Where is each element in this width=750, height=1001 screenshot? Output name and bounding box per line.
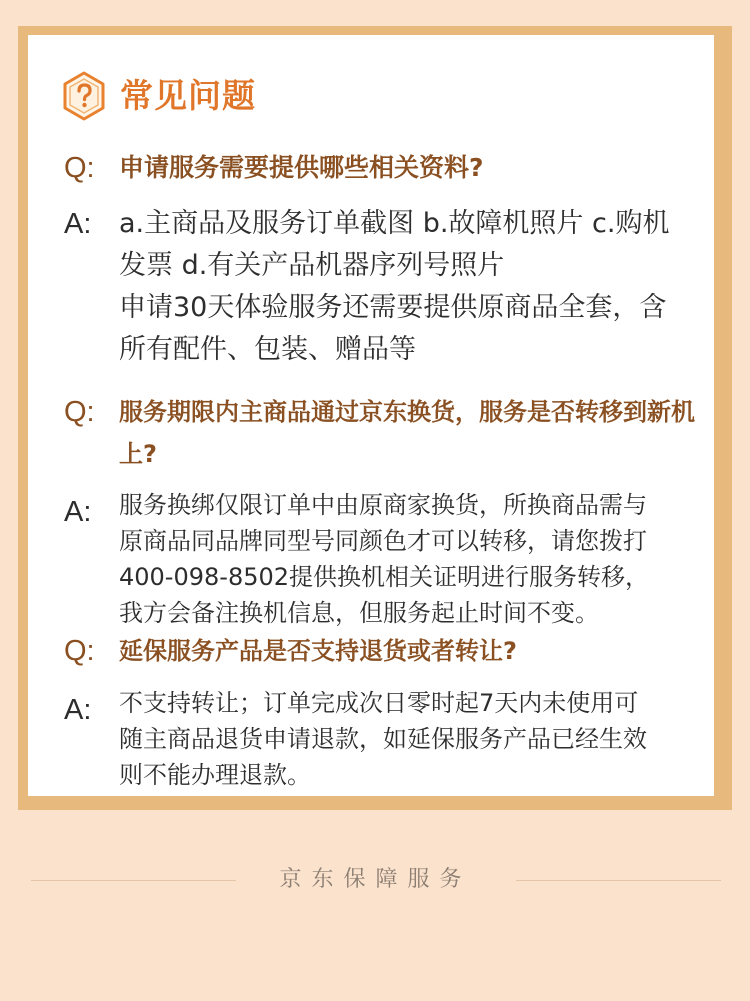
answer-line: 400-098-8502提供换机相关证明进行服务转移， — [119, 563, 650, 591]
answer-line: 随主商品退货申请退款，如延保服务产品已经生效 — [119, 725, 647, 753]
answer-marker: A: — [64, 694, 92, 726]
question-text: 延保服务产品是否支持退货或者转让? — [119, 637, 517, 665]
answer-line: 我方会备注换机信息，但服务起止时间不变。 — [119, 599, 599, 627]
question-text: 申请服务需要提供哪些相关资料? — [119, 153, 484, 182]
faq-card — [28, 35, 714, 796]
answer-line: a.主商品及服务订单截图 b.故障机照片 c.购机 — [119, 208, 670, 239]
faq-question-2 — [64, 391, 714, 475]
footer-divider-left — [31, 880, 236, 881]
answer-marker: A: — [64, 208, 92, 240]
question-marker: Q: — [64, 152, 95, 184]
faq-question-1 — [64, 147, 714, 189]
footer-brand-text: 京东保障服务 — [279, 867, 472, 892]
question-text: 服务期限内主商品通过京东换货，服务是否转移到新机上? — [119, 398, 695, 468]
answer-line: 原商品同品牌同型号同颜色才可以转移，请您拨打 — [119, 527, 647, 555]
answer-line: 不支持转让；订单完成次日零时起7天内未使用可 — [119, 689, 639, 717]
question-hexagon-icon — [62, 71, 106, 121]
footer-divider-right — [516, 880, 721, 881]
question-marker: Q: — [64, 635, 95, 667]
answer-marker: A: — [64, 496, 92, 528]
answer-text — [119, 203, 719, 371]
faq-question-3 — [64, 630, 714, 672]
question-marker: Q: — [64, 396, 95, 428]
answer-line: 则不能办理退款。 — [119, 761, 311, 789]
footer — [0, 862, 750, 898]
answer-text — [119, 487, 719, 631]
answer-line: 所有配件、包装、赠品等 — [119, 334, 416, 365]
faq-heading — [62, 71, 256, 121]
answer-line: 申请30天体验服务还需要提供原商品全套，含 — [119, 292, 667, 323]
faq-title: 常见问题 — [120, 76, 256, 115]
answer-line: 服务换绑仅限订单中由原商家换货，所换商品需与 — [119, 491, 647, 519]
answer-text — [119, 685, 719, 793]
answer-line: 发票 d.有关产品机器序列号照片 — [119, 250, 505, 281]
